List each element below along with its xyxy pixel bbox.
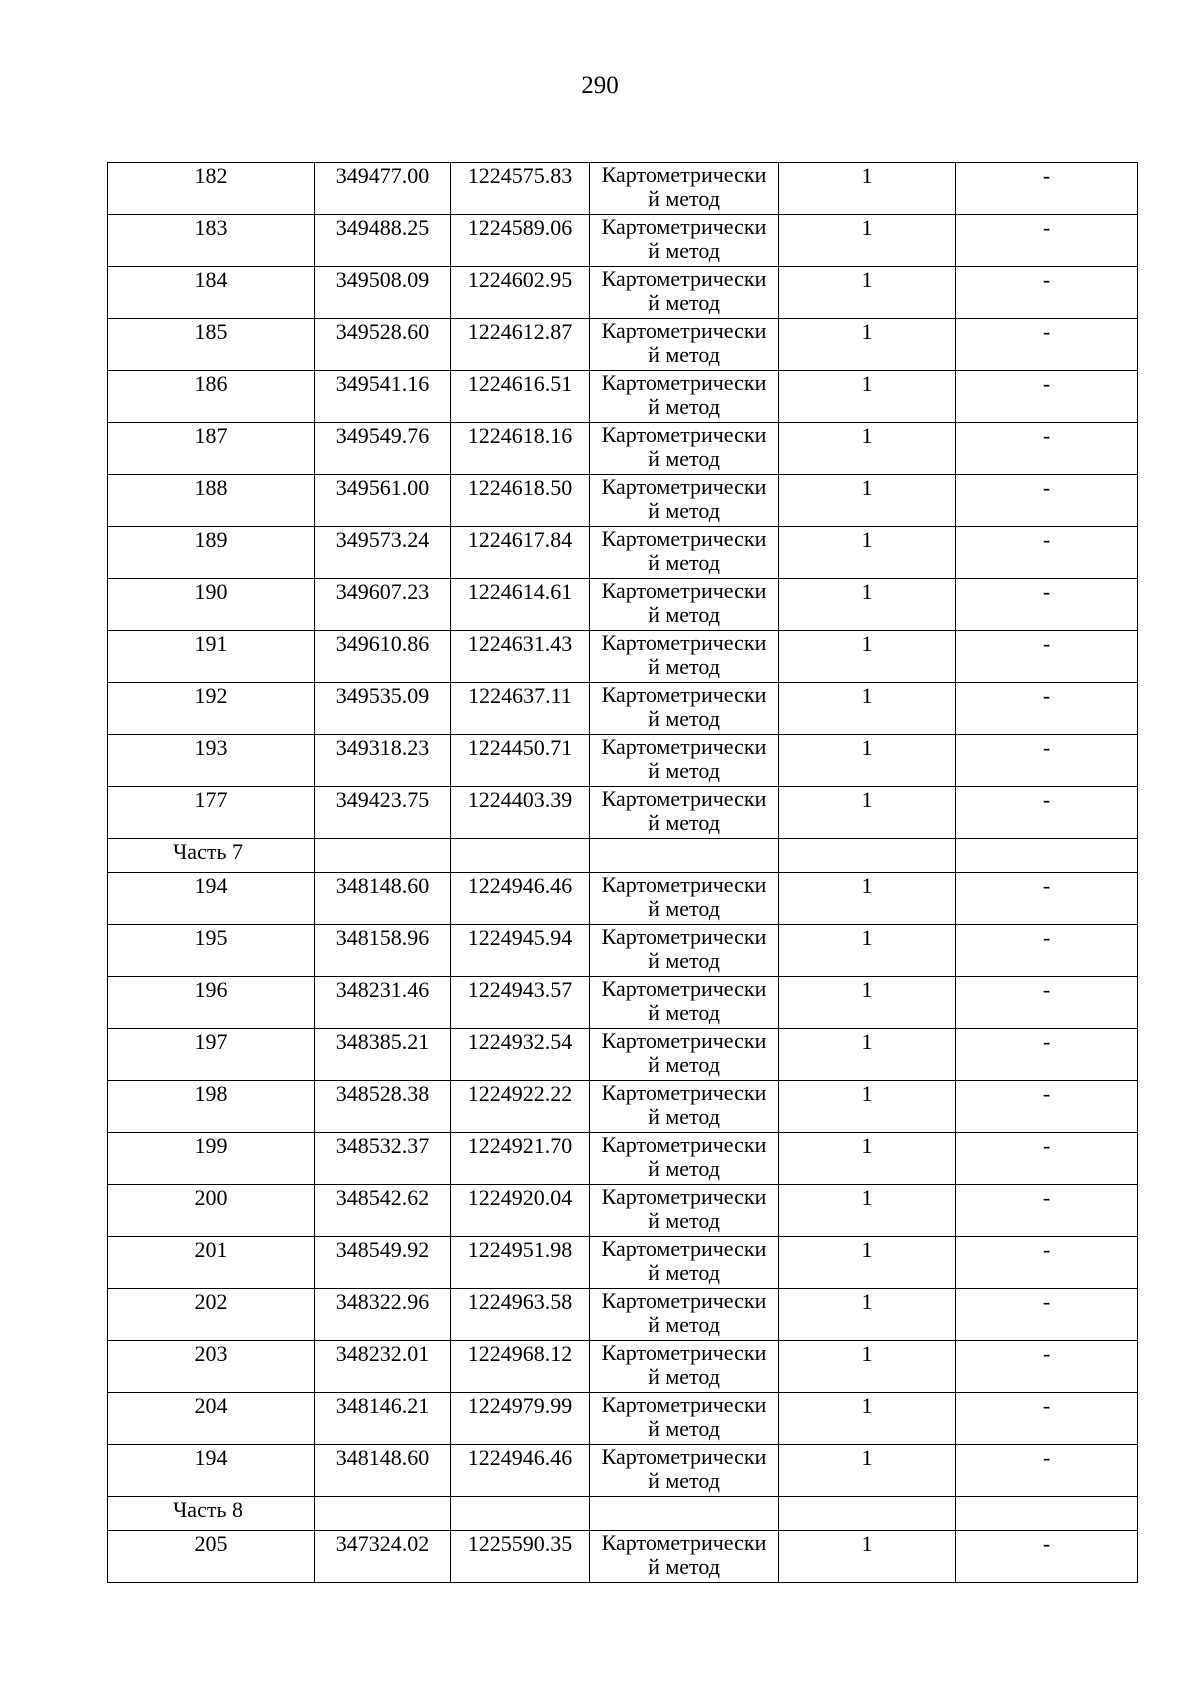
- x-coordinate-cell: 349541.16: [315, 371, 451, 423]
- accuracy-cell: 1: [779, 1185, 956, 1237]
- x-coordinate-cell: 348146.21: [315, 1393, 451, 1445]
- page-number: 290: [581, 72, 619, 99]
- point-number-cell: 192: [108, 683, 315, 735]
- table-row: [108, 1029, 1138, 1081]
- table-row: [108, 1445, 1138, 1497]
- method-text: Картометрически: [601, 1530, 767, 1555]
- table-row: [108, 1289, 1138, 1341]
- method-text: й метод: [648, 1312, 720, 1337]
- y-coordinate-cell: 1224920.04: [451, 1185, 590, 1237]
- method-cell: [590, 631, 779, 683]
- accuracy-cell: 1: [779, 787, 956, 839]
- note-cell: -: [956, 423, 1138, 475]
- y-coordinate-cell: 1224945.94: [451, 925, 590, 977]
- y-coordinate-cell: 1224575.83: [451, 163, 590, 215]
- y-coordinate-cell: 1224979.99: [451, 1393, 590, 1445]
- method-text: Картометрически: [601, 734, 767, 759]
- method-cell: [590, 735, 779, 787]
- x-coordinate-cell: 349477.00: [315, 163, 451, 215]
- note-cell: -: [956, 579, 1138, 631]
- method-cell: [590, 163, 779, 215]
- table-row: [108, 683, 1138, 735]
- method-text: й метод: [648, 1156, 720, 1181]
- y-coordinate-cell: 1224946.46: [451, 1445, 590, 1497]
- note-cell: -: [956, 1029, 1138, 1081]
- method-text: Картометрически: [601, 162, 767, 187]
- method-text: Картометрически: [601, 214, 767, 239]
- table-row: [108, 787, 1138, 839]
- note-cell: -: [956, 215, 1138, 267]
- accuracy-cell: 1: [779, 319, 956, 371]
- x-coordinate-cell: 348549.92: [315, 1237, 451, 1289]
- point-number-cell: 200: [108, 1185, 315, 1237]
- y-coordinate-cell: 1224612.87: [451, 319, 590, 371]
- y-coordinate-cell: 1224618.16: [451, 423, 590, 475]
- y-coordinate-cell: 1225590.35: [451, 1531, 590, 1583]
- coordinates-table: [107, 162, 1138, 1583]
- note-cell: -: [956, 527, 1138, 579]
- x-coordinate-cell: 349610.86: [315, 631, 451, 683]
- method-text: Картометрически: [601, 370, 767, 395]
- point-number-cell: 199: [108, 1133, 315, 1185]
- note-cell: -: [956, 787, 1138, 839]
- note-cell: -: [956, 319, 1138, 371]
- method-text: й метод: [648, 1104, 720, 1129]
- accuracy-cell: 1: [779, 683, 956, 735]
- y-coordinate-cell: 1224631.43: [451, 631, 590, 683]
- method-text: й метод: [648, 186, 720, 211]
- method-text: й метод: [648, 1208, 720, 1233]
- method-text: Картометрически: [601, 526, 767, 551]
- method-cell: [590, 1029, 779, 1081]
- point-number-cell: 186: [108, 371, 315, 423]
- method-cell: [590, 925, 779, 977]
- table-row: [108, 423, 1138, 475]
- method-text: Картометрически: [601, 682, 767, 707]
- x-coordinate-cell: 349423.75: [315, 787, 451, 839]
- table-row: [108, 371, 1138, 423]
- x-coordinate-cell: 348148.60: [315, 873, 451, 925]
- y-coordinate-cell: 1224616.51: [451, 371, 590, 423]
- note-cell: -: [956, 371, 1138, 423]
- method-text: й метод: [648, 1052, 720, 1077]
- method-cell: [590, 215, 779, 267]
- accuracy-cell: 1: [779, 925, 956, 977]
- point-number-cell: 203: [108, 1341, 315, 1393]
- method-text: й метод: [648, 810, 720, 835]
- accuracy-cell: 1: [779, 475, 956, 527]
- point-number-cell: 197: [108, 1029, 315, 1081]
- method-text: Картометрически: [601, 786, 767, 811]
- method-cell: [590, 1237, 779, 1289]
- method-text: Картометрически: [601, 1080, 767, 1105]
- method-cell: [590, 527, 779, 579]
- part-row: [108, 1497, 1138, 1531]
- point-number-cell: 194: [108, 1445, 315, 1497]
- method-cell: [590, 787, 779, 839]
- empty-cell: [779, 1497, 956, 1531]
- method-text: Картометрически: [601, 318, 767, 343]
- empty-cell: [779, 839, 956, 873]
- method-text: Картометрически: [601, 1288, 767, 1313]
- method-text: Картометрически: [601, 872, 767, 897]
- method-cell: [590, 1393, 779, 1445]
- point-number-cell: 201: [108, 1237, 315, 1289]
- note-cell: -: [956, 1445, 1138, 1497]
- method-text: Картометрически: [601, 924, 767, 949]
- empty-cell: [451, 1497, 590, 1531]
- y-coordinate-cell: 1224946.46: [451, 873, 590, 925]
- method-cell: [590, 1185, 779, 1237]
- method-cell: [590, 1133, 779, 1185]
- point-number-cell: 189: [108, 527, 315, 579]
- y-coordinate-cell: 1224602.95: [451, 267, 590, 319]
- table-row: [108, 1341, 1138, 1393]
- empty-cell: [590, 1497, 779, 1531]
- table-row: [108, 1531, 1138, 1583]
- note-cell: -: [956, 1237, 1138, 1289]
- table-row: [108, 873, 1138, 925]
- point-number-cell: 190: [108, 579, 315, 631]
- accuracy-cell: 1: [779, 1531, 956, 1583]
- accuracy-cell: 1: [779, 163, 956, 215]
- y-coordinate-cell: 1224618.50: [451, 475, 590, 527]
- part-label: Часть 8: [108, 1497, 315, 1531]
- accuracy-cell: 1: [779, 215, 956, 267]
- y-coordinate-cell: 1224637.11: [451, 683, 590, 735]
- accuracy-cell: 1: [779, 579, 956, 631]
- method-cell: [590, 371, 779, 423]
- method-cell: [590, 319, 779, 371]
- note-cell: -: [956, 925, 1138, 977]
- method-cell: [590, 423, 779, 475]
- point-number-cell: 194: [108, 873, 315, 925]
- x-coordinate-cell: 348231.46: [315, 977, 451, 1029]
- table-row: [108, 925, 1138, 977]
- point-number-cell: 185: [108, 319, 315, 371]
- point-number-cell: 195: [108, 925, 315, 977]
- x-coordinate-cell: 349561.00: [315, 475, 451, 527]
- y-coordinate-cell: 1224921.70: [451, 1133, 590, 1185]
- x-coordinate-cell: 348528.38: [315, 1081, 451, 1133]
- method-text: Картометрически: [601, 578, 767, 603]
- y-coordinate-cell: 1224450.71: [451, 735, 590, 787]
- point-number-cell: 187: [108, 423, 315, 475]
- table-row: [108, 319, 1138, 371]
- empty-cell: [315, 1497, 451, 1531]
- point-number-cell: 188: [108, 475, 315, 527]
- method-cell: [590, 977, 779, 1029]
- point-number-cell: 205: [108, 1531, 315, 1583]
- part-row: [108, 839, 1138, 873]
- table-row: [108, 1185, 1138, 1237]
- method-text: й метод: [648, 706, 720, 731]
- method-text: й метод: [648, 602, 720, 627]
- note-cell: -: [956, 1185, 1138, 1237]
- part-label: Часть 7: [108, 839, 315, 873]
- accuracy-cell: 1: [779, 1081, 956, 1133]
- method-text: Картометрически: [601, 1236, 767, 1261]
- point-number-cell: 183: [108, 215, 315, 267]
- accuracy-cell: 1: [779, 873, 956, 925]
- method-text: Картометрически: [601, 1444, 767, 1469]
- method-text: Картометрически: [601, 630, 767, 655]
- method-text: Картометрически: [601, 1028, 767, 1053]
- note-cell: -: [956, 163, 1138, 215]
- table-row: [108, 977, 1138, 1029]
- table-row: [108, 475, 1138, 527]
- x-coordinate-cell: 348322.96: [315, 1289, 451, 1341]
- note-cell: -: [956, 873, 1138, 925]
- x-coordinate-cell: 348542.62: [315, 1185, 451, 1237]
- method-text: й метод: [648, 1000, 720, 1025]
- note-cell: -: [956, 1341, 1138, 1393]
- x-coordinate-cell: 347324.02: [315, 1531, 451, 1583]
- method-text: Картометрически: [601, 422, 767, 447]
- table-row: [108, 735, 1138, 787]
- point-number-cell: 191: [108, 631, 315, 683]
- method-text: й метод: [648, 758, 720, 783]
- x-coordinate-cell: 348532.37: [315, 1133, 451, 1185]
- x-coordinate-cell: 349508.09: [315, 267, 451, 319]
- method-cell: [590, 1081, 779, 1133]
- note-cell: -: [956, 735, 1138, 787]
- method-text: Картометрически: [601, 266, 767, 291]
- x-coordinate-cell: 348158.96: [315, 925, 451, 977]
- accuracy-cell: 1: [779, 371, 956, 423]
- empty-cell: [956, 839, 1138, 873]
- accuracy-cell: 1: [779, 631, 956, 683]
- x-coordinate-cell: 348148.60: [315, 1445, 451, 1497]
- method-cell: [590, 683, 779, 735]
- method-text: й метод: [648, 896, 720, 921]
- method-text: Картометрически: [601, 1340, 767, 1365]
- table-row: [108, 527, 1138, 579]
- y-coordinate-cell: 1224932.54: [451, 1029, 590, 1081]
- note-cell: -: [956, 1531, 1138, 1583]
- empty-cell: [956, 1497, 1138, 1531]
- method-text: й метод: [648, 1260, 720, 1285]
- x-coordinate-cell: 349528.60: [315, 319, 451, 371]
- method-text: й метод: [648, 238, 720, 263]
- point-number-cell: 198: [108, 1081, 315, 1133]
- method-cell: [590, 1531, 779, 1583]
- accuracy-cell: 1: [779, 1289, 956, 1341]
- empty-cell: [590, 839, 779, 873]
- method-cell: [590, 267, 779, 319]
- y-coordinate-cell: 1224403.39: [451, 787, 590, 839]
- y-coordinate-cell: 1224614.61: [451, 579, 590, 631]
- method-text: й метод: [648, 342, 720, 367]
- method-text: Картометрически: [601, 1132, 767, 1157]
- empty-cell: [451, 839, 590, 873]
- method-text: й метод: [648, 446, 720, 471]
- method-cell: [590, 1289, 779, 1341]
- method-cell: [590, 475, 779, 527]
- method-cell: [590, 1341, 779, 1393]
- point-number-cell: 204: [108, 1393, 315, 1445]
- method-text: й метод: [648, 290, 720, 315]
- accuracy-cell: 1: [779, 527, 956, 579]
- accuracy-cell: 1: [779, 735, 956, 787]
- note-cell: -: [956, 475, 1138, 527]
- table-row: [108, 1393, 1138, 1445]
- y-coordinate-cell: 1224943.57: [451, 977, 590, 1029]
- accuracy-cell: 1: [779, 1029, 956, 1081]
- x-coordinate-cell: 349535.09: [315, 683, 451, 735]
- note-cell: -: [956, 977, 1138, 1029]
- x-coordinate-cell: 349549.76: [315, 423, 451, 475]
- table-row: [108, 163, 1138, 215]
- x-coordinate-cell: 348385.21: [315, 1029, 451, 1081]
- method-text: й метод: [648, 654, 720, 679]
- note-cell: -: [956, 631, 1138, 683]
- accuracy-cell: 1: [779, 1133, 956, 1185]
- x-coordinate-cell: 349573.24: [315, 527, 451, 579]
- x-coordinate-cell: 349607.23: [315, 579, 451, 631]
- method-text: й метод: [648, 550, 720, 575]
- note-cell: -: [956, 1289, 1138, 1341]
- method-cell: [590, 873, 779, 925]
- table-row: [108, 579, 1138, 631]
- point-number-cell: 193: [108, 735, 315, 787]
- table-row: [108, 1081, 1138, 1133]
- method-text: й метод: [648, 948, 720, 973]
- coordinates-table-body: [108, 163, 1138, 1583]
- note-cell: -: [956, 1393, 1138, 1445]
- x-coordinate-cell: 349318.23: [315, 735, 451, 787]
- note-cell: -: [956, 1081, 1138, 1133]
- method-text: Картометрически: [601, 976, 767, 1001]
- point-number-cell: 196: [108, 977, 315, 1029]
- accuracy-cell: 1: [779, 423, 956, 475]
- method-text: й метод: [648, 498, 720, 523]
- point-number-cell: 177: [108, 787, 315, 839]
- y-coordinate-cell: 1224922.22: [451, 1081, 590, 1133]
- method-text: й метод: [648, 1364, 720, 1389]
- accuracy-cell: 1: [779, 267, 956, 319]
- method-text: Картометрически: [601, 1392, 767, 1417]
- method-text: й метод: [648, 1554, 720, 1579]
- empty-cell: [315, 839, 451, 873]
- table-row: [108, 215, 1138, 267]
- y-coordinate-cell: 1224617.84: [451, 527, 590, 579]
- table-row: [108, 267, 1138, 319]
- accuracy-cell: 1: [779, 1393, 956, 1445]
- accuracy-cell: 1: [779, 1237, 956, 1289]
- y-coordinate-cell: 1224951.98: [451, 1237, 590, 1289]
- y-coordinate-cell: 1224968.12: [451, 1341, 590, 1393]
- accuracy-cell: 1: [779, 1341, 956, 1393]
- method-text: й метод: [648, 1468, 720, 1493]
- table-row: [108, 1237, 1138, 1289]
- method-text: Картометрически: [601, 474, 767, 499]
- note-cell: -: [956, 683, 1138, 735]
- point-number-cell: 182: [108, 163, 315, 215]
- note-cell: -: [956, 1133, 1138, 1185]
- table-row: [108, 631, 1138, 683]
- note-cell: -: [956, 267, 1138, 319]
- point-number-cell: 184: [108, 267, 315, 319]
- method-cell: [590, 579, 779, 631]
- method-text: й метод: [648, 1416, 720, 1441]
- table-row: [108, 1133, 1138, 1185]
- method-text: Картометрически: [601, 1184, 767, 1209]
- method-text: й метод: [648, 394, 720, 419]
- y-coordinate-cell: 1224963.58: [451, 1289, 590, 1341]
- accuracy-cell: 1: [779, 977, 956, 1029]
- point-number-cell: 202: [108, 1289, 315, 1341]
- x-coordinate-cell: 348232.01: [315, 1341, 451, 1393]
- accuracy-cell: 1: [779, 1445, 956, 1497]
- y-coordinate-cell: 1224589.06: [451, 215, 590, 267]
- x-coordinate-cell: 349488.25: [315, 215, 451, 267]
- method-cell: [590, 1445, 779, 1497]
